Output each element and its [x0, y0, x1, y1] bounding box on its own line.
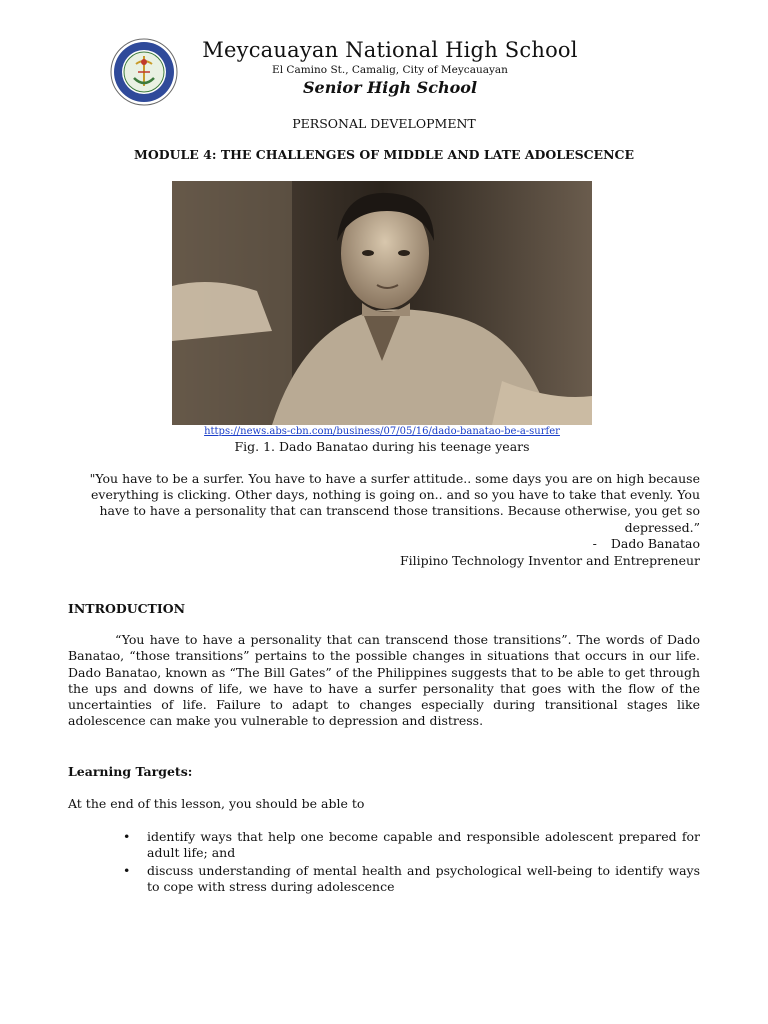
subject-title: PERSONAL DEVELOPMENT [292, 116, 476, 131]
list-item [120, 863, 700, 896]
learning-targets-list [120, 829, 700, 896]
photo-source-link[interactable]: https://news.abs-cbn.com/business/07/05/16/dado-banatao-be-a-surfer [204, 426, 560, 437]
quote-author [400, 536, 700, 551]
learning-target-text: identify ways that help one become capable and responsible adolescent prepared for adult life; and [147, 829, 700, 861]
bullet-icon: • [123, 862, 131, 878]
figure-caption: Fig. 1. Dado Banatao during his teenage years [234, 439, 530, 454]
learning-targets-intro: At the end of this lesson, you should be able to [68, 796, 365, 811]
module-title: MODULE 4: THE CHALLENGES OF MIDDLE AND LATE ADOLESCENCE [134, 147, 634, 162]
division-name: Senior High School [302, 78, 478, 97]
quote-dash: - [592, 536, 597, 551]
introduction-body: “You have to have a personality that can transcend those transitions”. The words of Dado Banatao, “those transitions” pertains to the possible changes in situations that occurs in our life. Dado Banatao, known as “The Bill Gates” of the Philippines suggests that to be able to get through the ups and downs of life, we have to have a surfer personality that goes with the flow of the uncertainties of life. Failure to adapt to changes especially during transitional stages like adolescence can make you vulnerable to depression and distress. [68, 632, 700, 729]
quote-author-title: Filipino Technology Inventor and Entrepreneur [399, 553, 700, 568]
school-seal [110, 38, 178, 106]
learning-target-text: discuss understanding of mental health and psychological well-being to identify ways to cope with stress during adolescence [147, 862, 700, 894]
dado-banatao-photo [172, 181, 592, 425]
banatao-quote: "You have to be a surfer. You have to have a surfer attitude.. some days you are on high because everything is clicking. Other days, nothing is going on.. and so you have to take that evenly. You have to have a personality that can transcend those transitions. Because otherwise, you get so depressed.” [89, 471, 700, 535]
school-name: Meycauayan National High School [202, 38, 578, 62]
bullet-icon: • [123, 829, 131, 844]
introduction-heading: INTRODUCTION [68, 601, 186, 616]
learning-targets-heading: Learning Targets: [68, 764, 193, 779]
quote-author-name: Dado Banatao [610, 536, 700, 551]
list-item [120, 829, 700, 862]
school-address: El Camino St., Camalig, City of Meycauayan [272, 64, 508, 76]
